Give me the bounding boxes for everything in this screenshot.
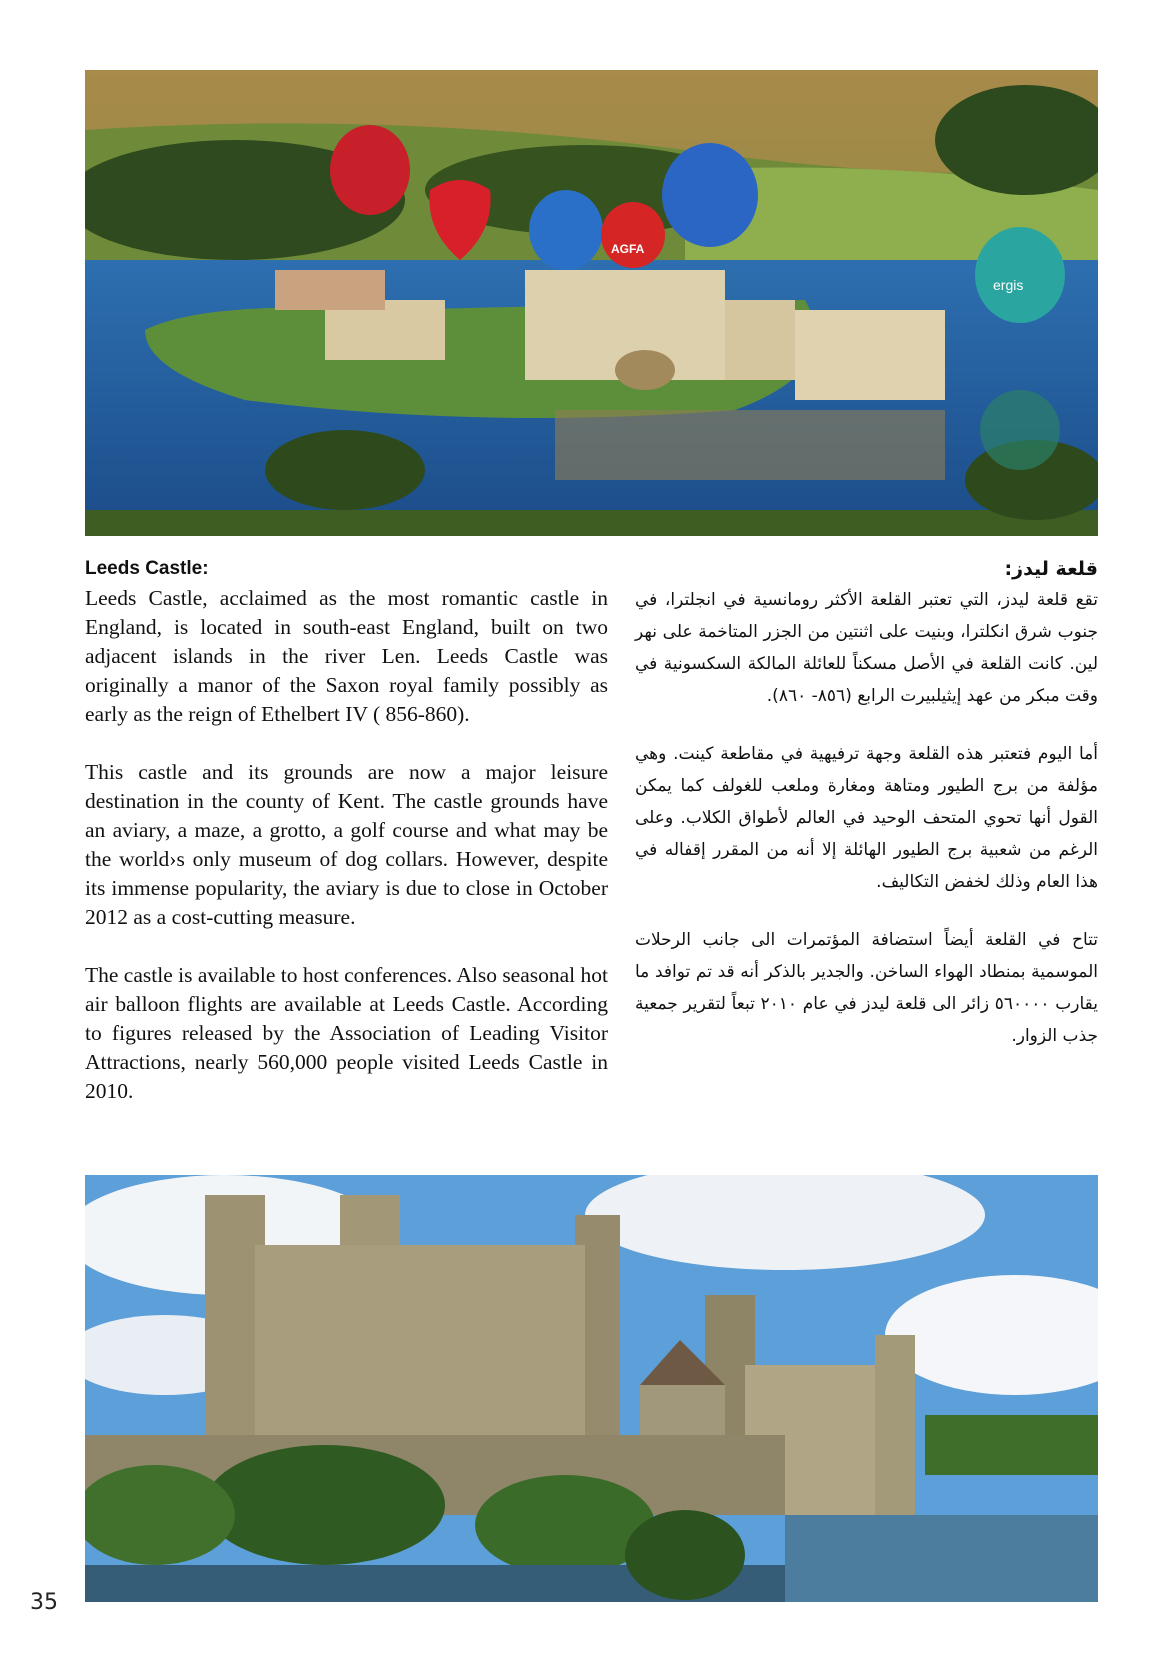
english-paragraph-3: The castle is available to host conferences. Also seasonal hot air balloon flights are available at Leeds Castle. According to figures released by the Association of Leading Visitor Attractions, nearly 560,000 people visited Leeds Castle in 2010. [85, 963, 609, 1103]
english-paragraph-2: This castle and its grounds are now a major leisure destination in the county of Kent. The castle grounds have an aviary, a maze, a grotto, a golf course and what may be the world›s only museum of dog collars. However, despite its immense popularity, the aviary is due to close in October 2012 as a cost-cutting measure. [85, 760, 608, 929]
castle-photo [85, 1175, 1098, 1602]
castle-balloons-photo [85, 70, 1098, 536]
english-heading: Leeds Castle: [85, 558, 209, 579]
castle-illustration [85, 1175, 1098, 1602]
arabic-paragraph-2: أما اليوم فتعتبر هذه القلعة وجهة ترفيهية في مقاطعة كينت. وهي مؤلفة من برج الطيور ومتاهة ومغارة وملعب للغولف كما يمكن القول أنها تحوي المتحف الوحيد في العالم لأطواق الكلاب. وعلى الرغم من شعبية برج الطيور الهائلة إلا أنه من المقرر إقفاله في هذا العام وذلك لخفض التكاليف. [635, 744, 1098, 892]
page-number: 35 [30, 1590, 58, 1615]
english-paragraph-1: Leeds Castle, acclaimed as the most romantic castle in England, is located in south-east England, built on two adjacent islands in the river Len. Leeds Castle was originally a manor of the Saxon royal family possibly as early as the reign of Ethelbert IV ( 856-860). [85, 586, 608, 726]
castle-balloons-illustration [85, 70, 1098, 536]
arabic-article [635, 556, 1098, 1078]
arabic-paragraph-3: تتاح في القلعة أيضاً استضافة المؤتمرات الى جانب الرحلات الموسمية بمنطاد الهواء الساخن. والجدير بالذكر أنه قد تم توافد ما يقارب ٥٦٠٠٠٠ زائر الى قلعة ليدز في عام ٢٠١٠ تبعاً لتقرير جمعية جذب الزوار. [635, 930, 1098, 1046]
arabic-paragraph-1: تقع قلعة ليدز، التي تعتبر القلعة الأكثر رومانسية في انجلترا، في جنوب شرق انكلترا، وبنيت على اثنتين من الجزر المتاخمة على نهر لين. كانت القلعة في الأصل مسكناً للعائلة المالكة السكسونية في وقت مبكر من عهد إيثيلبيرت الرابع (٨٥٦- ٨٦٠). [635, 590, 1098, 706]
balloon-agfa-text: AGFA [611, 242, 645, 256]
balloon-ergis-text: ergis [993, 277, 1024, 293]
arabic-heading: قلعة ليدز: [1004, 558, 1098, 580]
english-article [85, 556, 608, 1135]
